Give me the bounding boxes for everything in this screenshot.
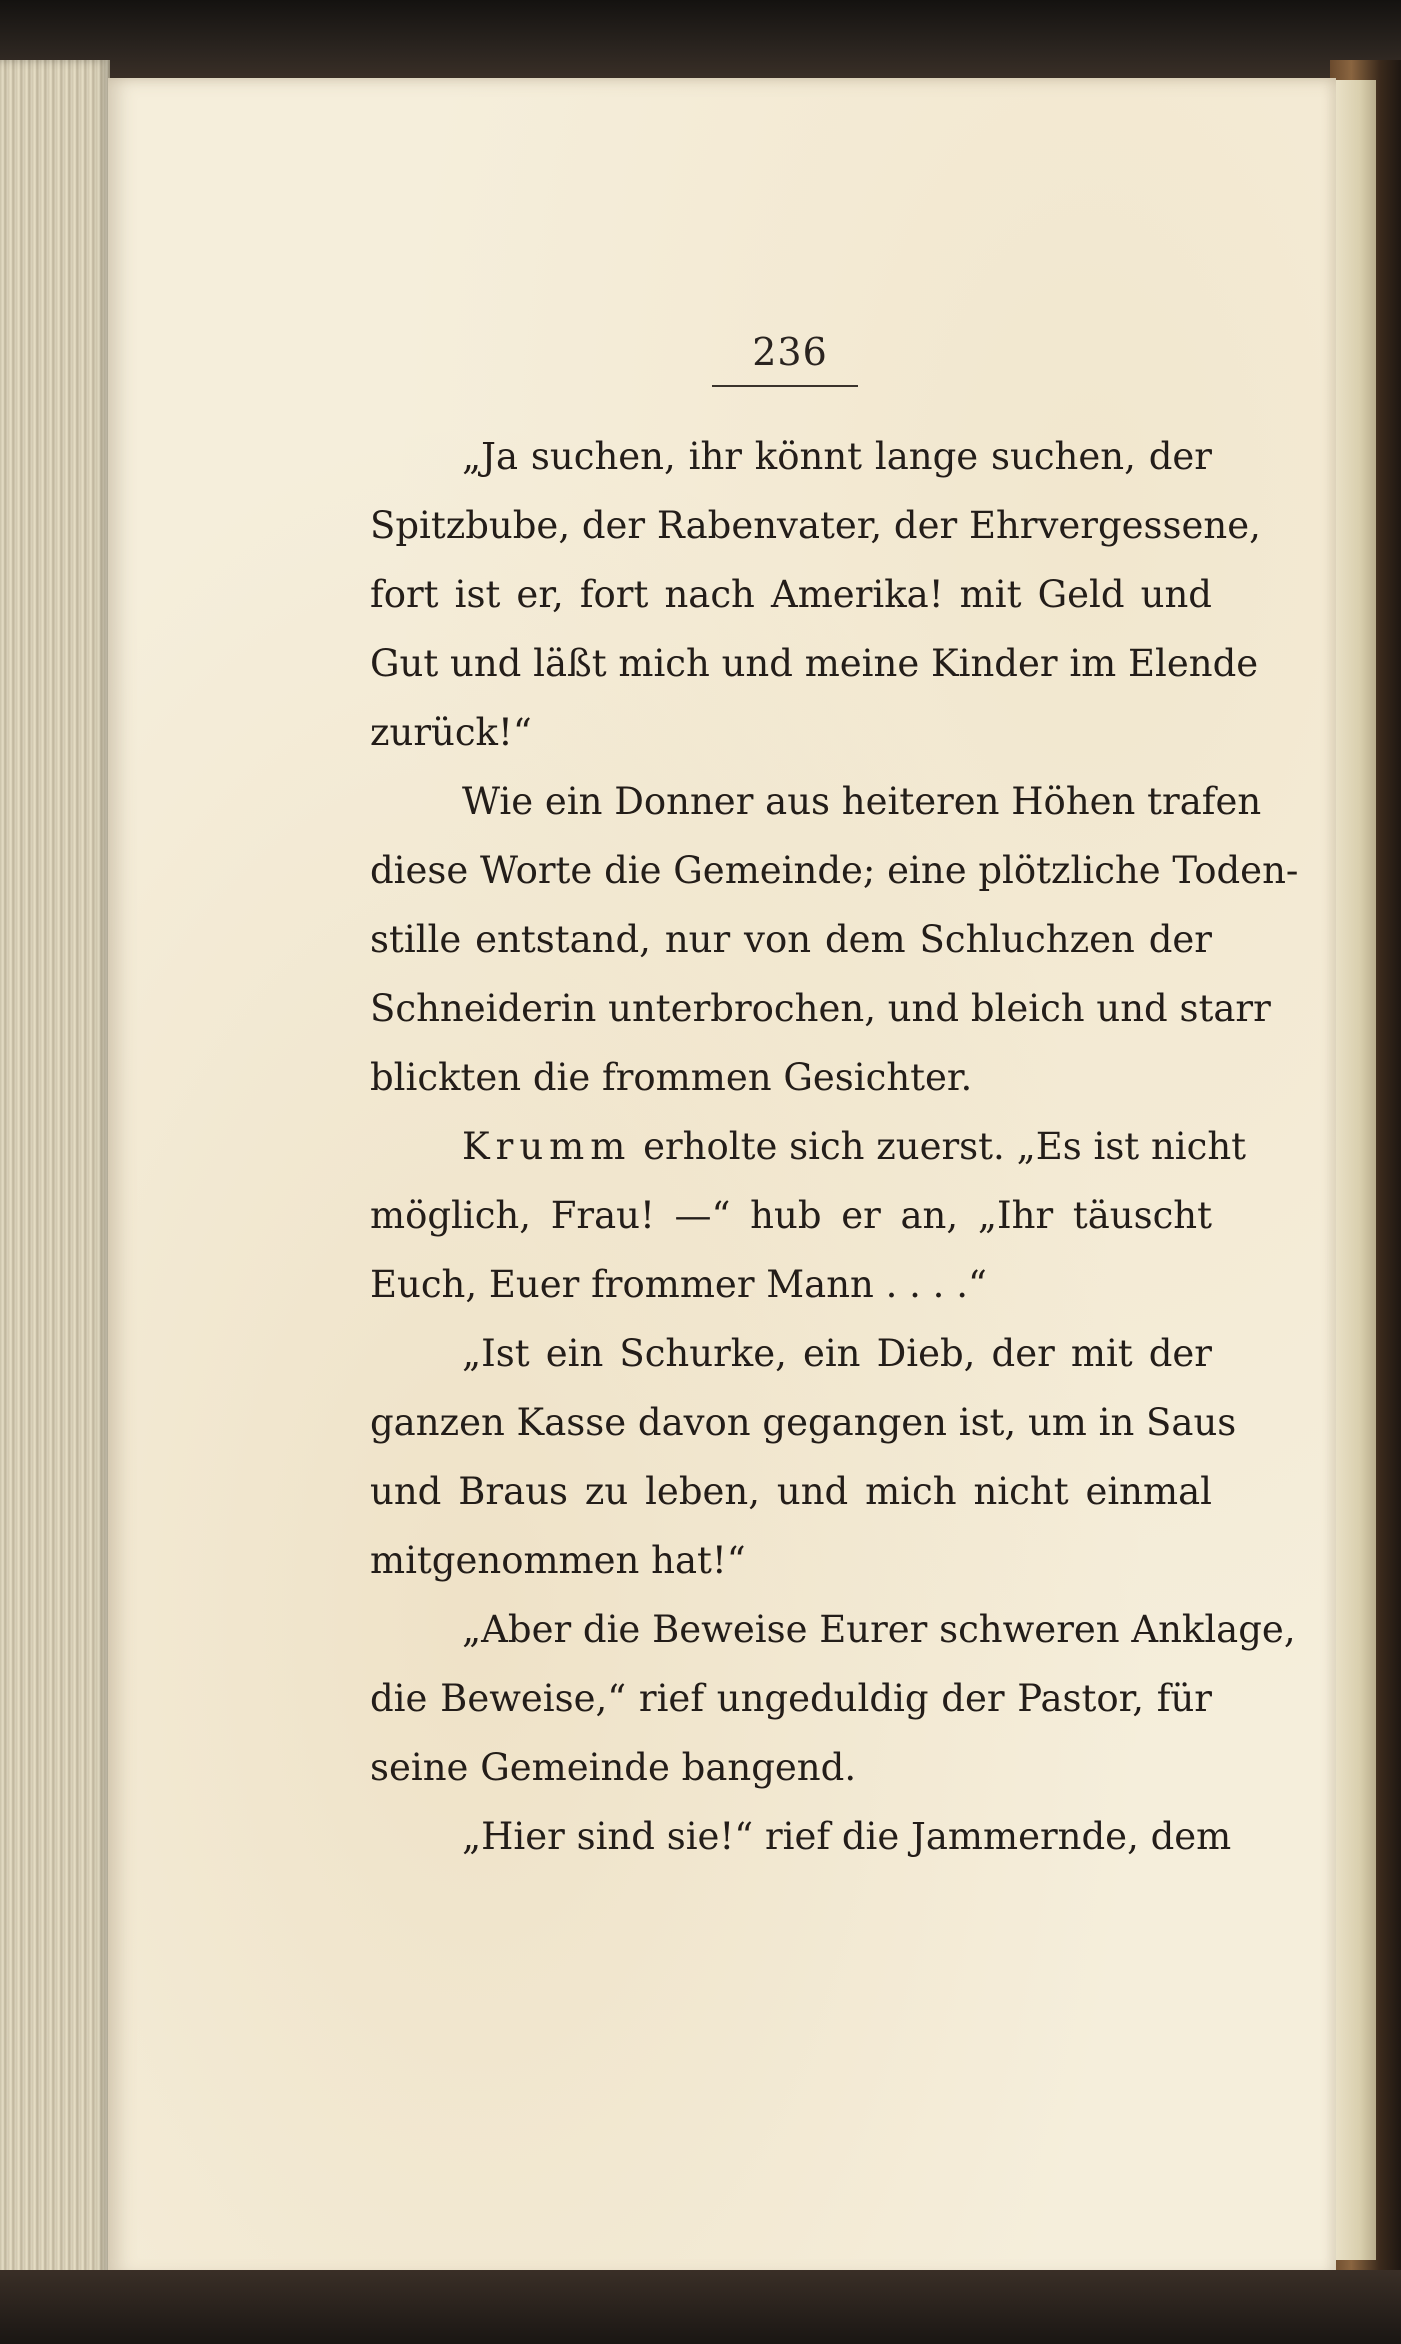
book-cover-bottom-edge xyxy=(0,2270,1401,2344)
text-line: fort ist er, fort nach Amerika! mit Geld und xyxy=(370,573,1212,616)
text-line: „Hier sind sie!“ rief die Jammernde, dem xyxy=(462,1815,1232,1858)
text-line xyxy=(370,1112,1247,1181)
page-number-rule xyxy=(712,385,858,387)
text-line: „Aber die Beweise Eurer schweren Anklage, xyxy=(462,1608,1296,1651)
text-line: mitgenommen hat!“ xyxy=(370,1539,746,1582)
facing-page-edge xyxy=(1336,80,1376,2260)
page-number: 236 xyxy=(752,330,828,374)
text-line: zurück!“ xyxy=(370,711,532,754)
text-line-continuation: erholte sich zuerst. „Es ist nicht xyxy=(643,1125,1247,1168)
text-line: und Braus zu leben, und mich nicht einmal xyxy=(370,1470,1212,1513)
text-line: stille entstand, nur von dem Schluchzen der xyxy=(370,918,1212,961)
text-line: ganzen Kasse davon gegangen ist, um in Saus xyxy=(370,1401,1237,1444)
book-cover-top-edge xyxy=(0,0,1401,80)
page-stack-left-edge xyxy=(0,60,110,2290)
text-line: die Beweise,“ rief ungeduldig der Pastor, für xyxy=(370,1677,1212,1720)
text-line: diese Worte die Gemeinde; eine plötzliche Toden- xyxy=(370,849,1299,892)
character-name-spaced: Krumm xyxy=(462,1125,632,1168)
text-line: Euch, Euer frommer Mann . . . .“ xyxy=(370,1263,987,1306)
text-line: „Ja suchen, ihr könnt lange suchen, der xyxy=(462,435,1212,478)
text-line: seine Gemeinde bangend. xyxy=(370,1746,857,1789)
text-line: blickten die frommen Gesichter. xyxy=(370,1056,973,1099)
text-line: Wie ein Donner aus heiteren Höhen trafen xyxy=(462,780,1262,823)
text-line: Gut und läßt mich und meine Kinder im Elende xyxy=(370,642,1259,685)
text-line: möglich, Frau! —“ hub er an, „Ihr täuscht xyxy=(370,1194,1212,1237)
body-text xyxy=(370,422,1299,1871)
text-line: „Ist ein Schurke, ein Dieb, der mit der xyxy=(462,1332,1212,1375)
text-line: Spitzbube, der Rabenvater, der Ehrvergessene, xyxy=(370,504,1261,547)
text-line: Schneiderin unterbrochen, und bleich und starr xyxy=(370,987,1271,1030)
